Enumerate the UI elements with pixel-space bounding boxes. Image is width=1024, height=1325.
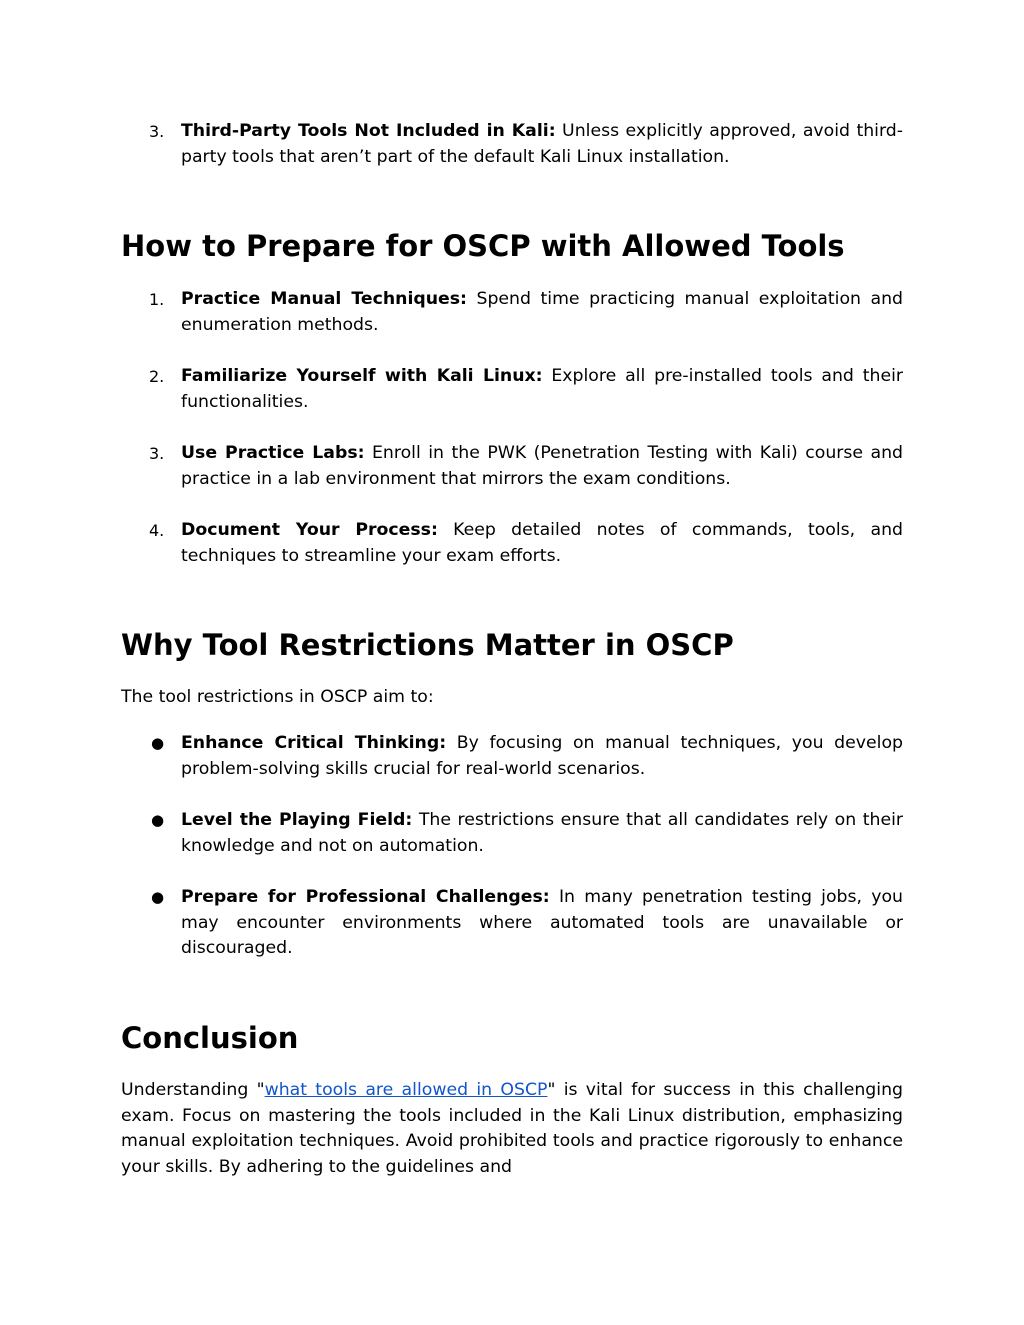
oscp-tools-link[interactable]: what tools are allowed in OSCP (264, 1080, 548, 1100)
list-item (121, 808, 903, 860)
list-item-body: By focusing on manual techniques, you develop problem-solving skills crucial for real-world scenarios. (181, 733, 903, 779)
list-item-title: Third-Party Tools Not Included in Kali: (181, 121, 556, 141)
list-item-body: Unless explicitly approved, avoid third-party tools that aren’t part of the default Kali Linux installation. (181, 121, 903, 167)
conclusion-text-before: Understanding " (121, 1080, 265, 1100)
list-number: 1. (149, 290, 165, 309)
list-item-text (181, 808, 903, 859)
list-item-title: Practice Manual Techniques: (181, 289, 467, 309)
list-item-text (181, 287, 903, 338)
bullet-icon: ● (151, 734, 165, 752)
conclusion-paragraph (121, 1078, 903, 1181)
list-item-title: Prepare for Professional Challenges: (181, 887, 550, 907)
list-item-body: The restrictions ensure that all candidates rely on their knowledge and not on automation. (181, 810, 903, 856)
list-item (121, 441, 903, 493)
list-item-body: Explore all pre-installed tools and their functionalities. (181, 366, 903, 412)
bullet-icon: ● (151, 888, 165, 906)
list-item-text (181, 364, 903, 415)
section-heading-prepare: How to Prepare for OSCP with Allowed Tools (121, 229, 845, 263)
list-item (121, 119, 903, 171)
list-item-title: Enhance Critical Thinking: (181, 733, 447, 753)
list-item (121, 287, 903, 339)
list-item (121, 364, 903, 416)
list-number: 3. (149, 122, 165, 141)
list-item-text (181, 518, 903, 569)
bullet-icon: ● (151, 811, 165, 829)
list-item (121, 731, 903, 783)
list-item-body: Spend time practicing manual exploitation and enumeration methods. (181, 289, 903, 335)
list-item-body: Enroll in the PWK (Penetration Testing with Kali) course and practice in a lab environment that mirrors the exam conditions. (181, 443, 904, 489)
list-item-title: Level the Playing Field: (181, 810, 413, 830)
section-heading-why: Why Tool Restrictions Matter in OSCP (121, 628, 734, 662)
list-number: 3. (149, 444, 165, 463)
list-item-body: In many penetration testing jobs, you may encounter environments where automated tools are unavailable or discouraged. (181, 887, 903, 959)
conclusion-text-after: " is vital for success in this challenging exam. Focus on mastering the tools included in the Kali Linux distribution, emphasizing manual exploitation techniques. Avoid prohibited tools and practice rigorously to enhance your skills. By adhering to the guidelines and (121, 1080, 903, 1178)
list-number: 2. (149, 367, 165, 386)
list-item-text (181, 731, 903, 782)
list-item-body: Keep detailed notes of commands, tools, and techniques to streamline your exam efforts. (181, 520, 903, 566)
list-number: 4. (149, 521, 165, 540)
list-item-title: Use Practice Labs: (181, 443, 365, 463)
section-heading-conclusion: Conclusion (121, 1021, 299, 1055)
list-item-title: Familiarize Yourself with Kali Linux: (181, 366, 543, 386)
list-item (121, 885, 903, 963)
list-item (121, 518, 903, 570)
list-item-text (181, 885, 903, 962)
section-intro: The tool restrictions in OSCP aim to: (121, 687, 434, 707)
list-item-text (181, 441, 903, 492)
list-item-text (181, 119, 903, 170)
list-item-title: Document Your Process: (181, 520, 438, 540)
